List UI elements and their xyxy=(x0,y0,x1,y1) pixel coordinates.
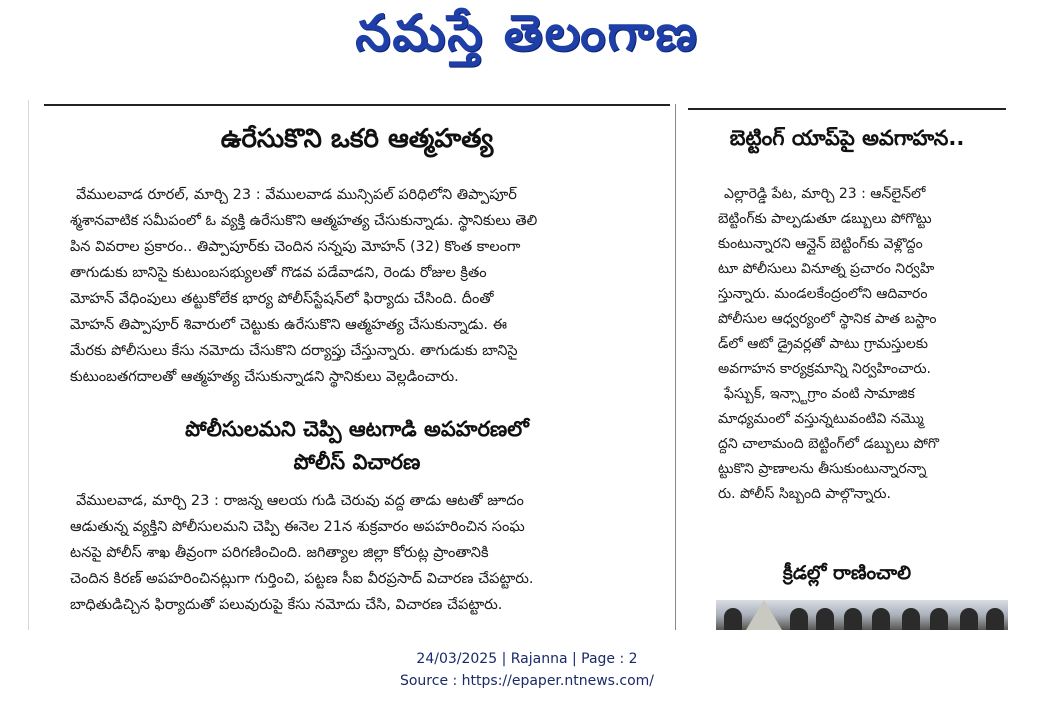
footer-date-page: 24/03/2025 | Rajanna | Page : 2 xyxy=(416,651,638,667)
person-figure xyxy=(902,608,920,630)
article-line: డ్‌లో ఆటో డ్రైవర్లతో పాటు గ్రామస్తులకు xyxy=(718,336,928,352)
article-line: కుంటున్నారని ఆన్లైన్ బెట్టింగ్‌కు వెళ్లొద్దం xyxy=(718,236,923,252)
article-kidnap-headline-line2: పోలీస్ విచారణ xyxy=(293,450,421,474)
article-line: మాధ్యమంలో వస్తున్నటువంటివి నమ్మొ xyxy=(718,411,924,427)
page-edge-divider xyxy=(28,100,29,630)
article-suicide-headline: ఉరేసుకొని ఒకరి ఆత్మహత్య xyxy=(220,124,494,154)
article-line: ఆడుతున్న వ్యక్తిని పోలీసులమని చెప్పి ఈనెల 21న శుక్రవారం అపహరించిన సంఘ xyxy=(70,519,525,535)
article-line: మేరకు పోలీసులు కేసు నమోదు చేసుకొని దర్యాప్తు చేస్తున్నారు. తాగుడుకు బానిసై xyxy=(70,343,518,359)
right-column-rule xyxy=(688,108,1006,110)
article-line: పోలీసుల ఆధ్వర్యంలో స్థానిక పాత బస్టాం xyxy=(718,311,937,327)
article-kidnap-headline-line1: పోలీసులమని చెప్పి ఆటగాడి అపహరణలో xyxy=(185,417,529,441)
left-column-rule xyxy=(44,104,670,106)
article-suicide-body xyxy=(70,182,660,390)
person-figure xyxy=(816,608,834,630)
article-line: ద్దని చాలామంది బెట్టింగ్‌లో డబ్బులు పోగొ xyxy=(718,436,940,452)
article-line: తాగుడుకు బానిసై కుటుంబసభ్యులతో గొడవ పడేవాడని, రెండు రోజుల క్రితం xyxy=(70,265,487,281)
article-line: పిన వివరాల ప్రకారం.. తిప్పాపూర్‌కు చెందిన సన్నపు మోహన్ (32) కొంత కాలంగా xyxy=(70,239,521,255)
person-figure xyxy=(724,608,742,630)
article-kidnap-body xyxy=(70,488,660,618)
article-kidnap-headline xyxy=(44,413,670,479)
article-line: మోహన్ వేధింపులు తట్టుకోలేక భార్య పోలీస్‌స్టేషన్‌లో ఫిర్యాదు చేసింది. దీంతో xyxy=(70,291,494,307)
article-line: రు. పోలీస్ సిబ్బంది పాల్గొన్నారు. xyxy=(718,486,891,502)
column-divider xyxy=(675,104,676,630)
person-figure xyxy=(930,608,948,630)
article-line: ఎల్లారెడ్డి పేట, మార్చి 23 : ఆన్‌లైన్‌లో xyxy=(724,186,926,202)
article-line: బాధితుడిచ్చిన ఫిర్యాదుతో పలువురుపై కేసు నమోదు చేసి, విచారణ చేపట్టారు. xyxy=(70,597,503,613)
newspaper-masthead: నమస్తే తెలంగాణ xyxy=(355,4,699,62)
article-sports-photo xyxy=(716,600,1008,630)
article-sports-headline: క్రీడల్లో రాణించాలి xyxy=(782,562,912,584)
article-line: టూ పోలీసులు వినూత్న ప్రచారం నిర్వహి xyxy=(718,261,935,277)
person-figure xyxy=(986,608,1004,630)
article-betting-body xyxy=(718,182,1006,507)
article-line: శ్మశానవాటిక సమీపంలో ఓ వ్యక్తి ఉరేసుకొని ఆత్మహత్య చేసుకున్నాడు. స్థానికులు తెలి xyxy=(70,213,538,229)
article-line: అవగాహన కార్యక్రమాన్ని నిర్వహించారు. xyxy=(718,361,931,377)
article-line: చెందిన కిరణ్ అపహరించినట్లుగా గుర్తించి, పట్టణ సీఐ వీరప్రసాద్ విచారణ చేపట్టారు. xyxy=(70,571,534,587)
article-line: మోహన్ తిప్పాపూర్ శివారులో చెట్టుకు ఉరేసుకొని ఆత్మహత్య చేసుకున్నాడు. ఈ xyxy=(70,317,508,333)
article-line: టనపై పోలీస్ శాఖ తీవ్రంగా పరిగణించింది. జగిత్యాల జిల్లా కోరుట్ల ప్రాంతానికి xyxy=(70,545,489,561)
person-figure xyxy=(960,608,978,630)
person-figure xyxy=(844,608,862,630)
article-line: ఫేస్బుక్, ఇన్స్టాగ్రాం వంటి సామాజిక xyxy=(724,386,915,402)
article-betting-headline: బెట్టింగ్ యాప్‌పై అవగాహన.. xyxy=(729,126,965,150)
article-line: ట్టుకొని ప్రాణాలను తీసుకుంటున్నారన్నా xyxy=(718,461,927,477)
article-line: వేములవాడ రూరల్, మార్చి 23 : వేములవాడ మున్సిపల్ పరిధిలోని తిప్పాపూర్ xyxy=(76,187,517,203)
article-line: వేములవాడ, మార్చి 23 : రాజన్న ఆలయ గుడి చెరువు వద్ద తాడు ఆటతో జూదం xyxy=(76,493,524,509)
person-figure xyxy=(872,608,890,630)
footer-source: Source : https://epaper.ntnews.com/ xyxy=(399,673,655,689)
article-line: కుటుంబతగదాలతో ఆత్మహత్య చేసుకున్నాడని స్థానికులు వెల్లడించారు. xyxy=(70,369,459,385)
article-line: స్తున్నారు. మండలకేంద్రంలోని ఆదివారం xyxy=(718,286,928,302)
temple-tower-shape xyxy=(746,600,782,630)
person-figure xyxy=(790,608,808,630)
article-line: బెట్టింగ్‌కు పాల్పడుతూ డబ్బులు పోగొట్టు xyxy=(718,211,932,227)
